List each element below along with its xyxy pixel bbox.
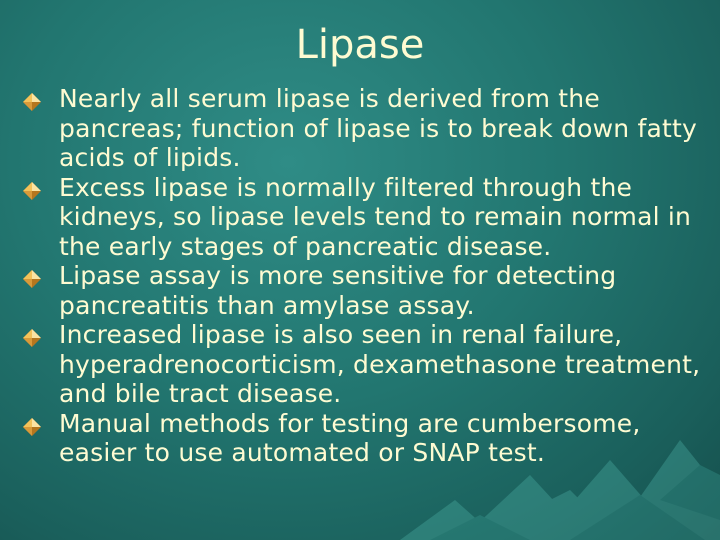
bullet-text: Manual methods for testing are cumbersome, easier to use automated or SNAP test. <box>59 408 641 467</box>
bullet-text: Lipase assay is more sensitive for detecting pancreatitis than amylase assay. <box>59 261 617 320</box>
diamond-bullet-icon <box>23 182 41 200</box>
diamond-bullet-icon <box>23 418 41 436</box>
bullet-item <box>22 409 712 468</box>
bullet-item <box>22 173 712 262</box>
bullet-text: Nearly all serum lipase is derived from the pancreas; function of lipase is to break down fatty acids of lipids. <box>59 84 697 172</box>
bullet-list <box>22 84 712 468</box>
diamond-bullet-icon <box>23 329 41 347</box>
diamond-bullet-icon <box>23 93 41 111</box>
slide-title: Lipase <box>295 22 425 68</box>
bullet-text: Increased lipase is also seen in renal failure, hyperadrenocorticism, dexamethasone treatment, and bile tract disease. <box>59 320 701 408</box>
diamond-bullet-icon <box>23 270 41 288</box>
bullet-text: Excess lipase is normally filtered through the kidneys, so lipase levels tend to remain normal in the early stages of pancreatic disease. <box>59 172 692 261</box>
bullet-item <box>22 261 712 320</box>
bullet-item <box>22 84 712 173</box>
bullet-item <box>22 320 712 409</box>
